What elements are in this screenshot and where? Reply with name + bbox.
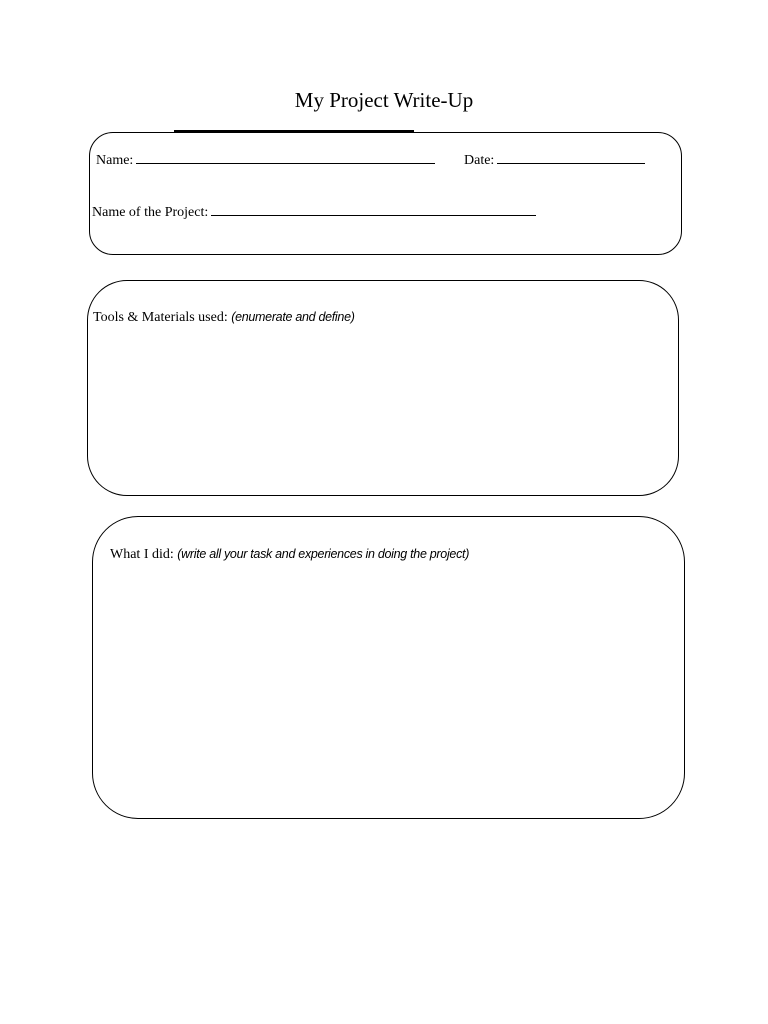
tools-heading xyxy=(93,308,355,327)
page-title: My Project Write-Up xyxy=(294,88,474,112)
project-name-blank-line[interactable] xyxy=(211,202,536,216)
what-i-did-hint: (write all your task and experiences in doing the project) xyxy=(177,547,470,561)
date-label: Date: xyxy=(464,153,495,168)
project-name-field xyxy=(92,202,536,222)
name-field xyxy=(96,150,435,170)
project-name-label: Name of the Project: xyxy=(92,205,209,220)
name-label: Name: xyxy=(96,153,134,168)
date-field xyxy=(464,150,645,170)
what-i-did-heading xyxy=(110,545,469,564)
what-i-did-label: What I did: xyxy=(110,547,174,562)
tools-label: Tools & Materials used: xyxy=(93,310,228,325)
tools-hint: (enumerate and define) xyxy=(231,310,355,324)
name-blank-line[interactable] xyxy=(136,150,435,164)
date-blank-line[interactable] xyxy=(497,150,645,164)
